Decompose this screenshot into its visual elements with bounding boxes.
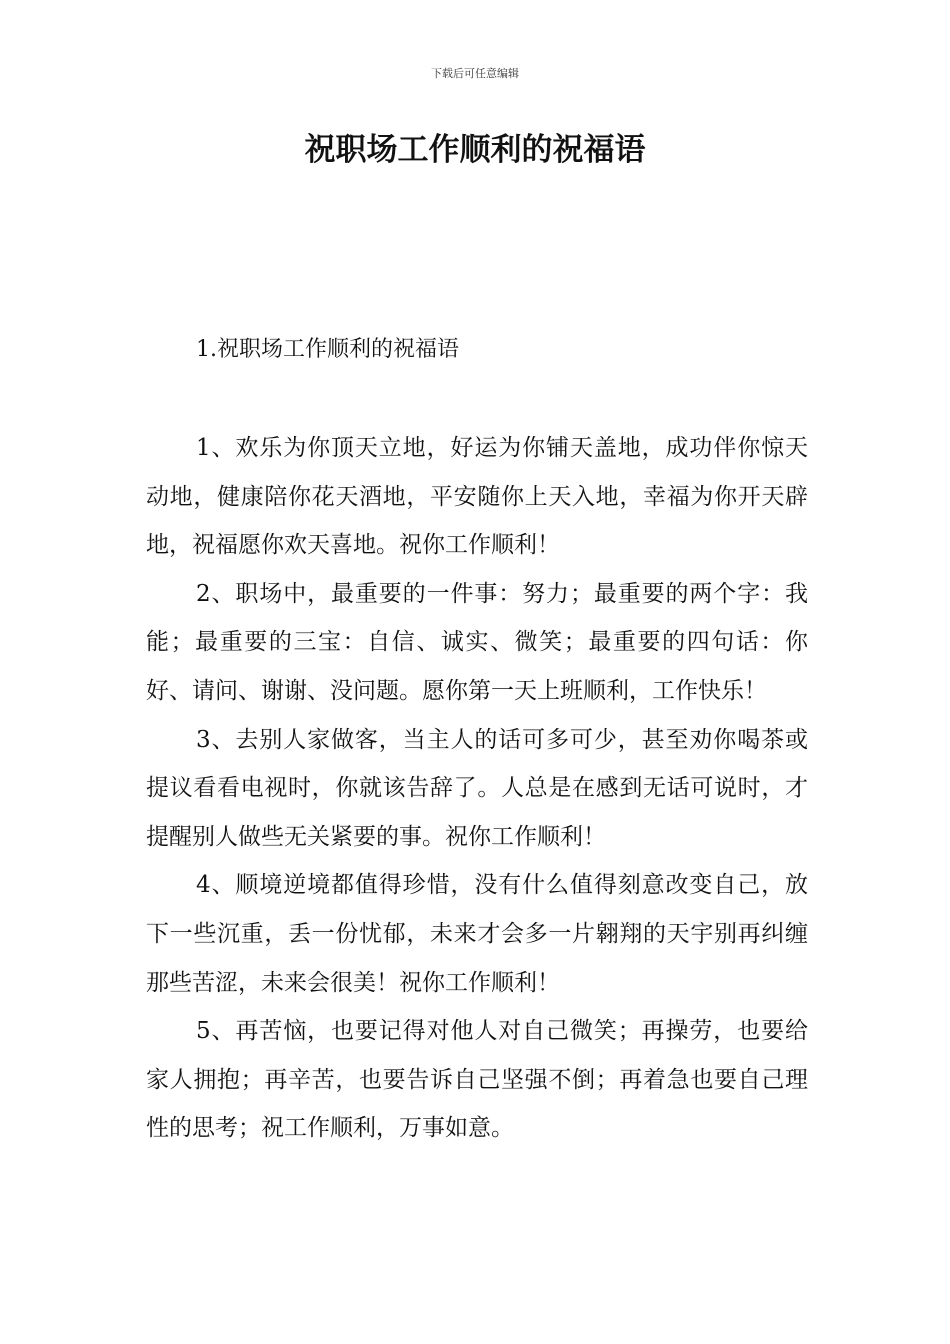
paragraph-4: 4、顺境逆境都值得珍惜，没有什么值得刻意改变自己，放下一些沉重，丢一份忧郁，未来才会多一片翱翔的天宇别再纠缠那些苦涩，未来会很美！祝你工作顺利！ [146, 872, 808, 996]
body-text [146, 424, 808, 1153]
paragraph-5: 5、再苦恼，也要记得对他人对自己微笑；再操劳，也要给家人拥抱；再辛苦，也要告诉自己坚强不倒；再着急也要自己理性的思考；祝工作顺利，万事如意。 [146, 1018, 808, 1142]
section-heading: 1.祝职场工作顺利的祝福语 [196, 337, 459, 362]
document-title: 祝职场工作顺利的祝福语 [304, 132, 646, 168]
header-note: 下载后可任意编辑 [431, 67, 519, 80]
paragraph-1: 1、欢乐为你顶天立地，好运为你铺天盖地，成功伴你惊天动地，健康陪你花天酒地，平安随你上天入地，幸福为你开天辟地，祝福愿你欢天喜地。祝你工作顺利！ [146, 435, 808, 559]
paragraph-2: 2、职场中，最重要的一件事：努力；最重要的两个字：我能；最重要的三宝：自信、诚实、微笑；最重要的四句话：你好、请问、谢谢、没问题。愿你第一天上班顺利，工作快乐！ [146, 580, 808, 704]
paragraph-3: 3、去别人家做客，当主人的话可多可少，甚至劝你喝茶或提议看看电视时，你就该告辞了。人总是在感到无话可说时，才提醒别人做些无关紧要的事。祝你工作顺利！ [146, 726, 808, 850]
